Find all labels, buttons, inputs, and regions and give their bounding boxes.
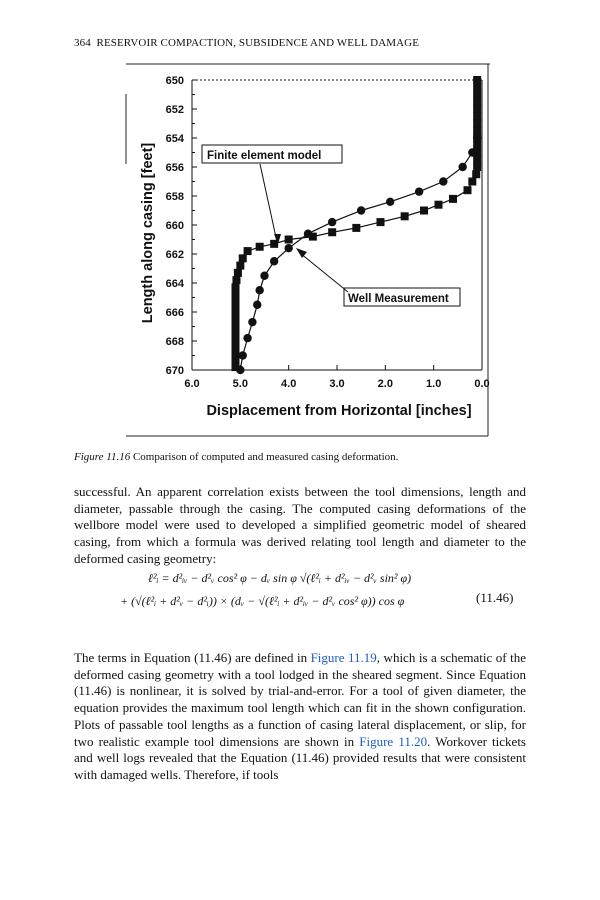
series-line-finite-element (236, 80, 478, 367)
figure-11-19-link[interactable]: Figure 11.19 (310, 650, 377, 665)
plot-area (140, 75, 490, 419)
annotation-finite-element-model: Finite element model (207, 150, 322, 162)
data-point-finite-element (473, 127, 481, 135)
data-point-finite-element (232, 283, 240, 291)
data-point-well-measurement (357, 206, 365, 214)
x-axis-label: Displacement from Horizontal [inches] (206, 403, 472, 419)
paragraph-2-text-b: , which is a schematic of the deformed casing geometry with a tool lodged in the sheared segment. Since Equation (11.46) is nonlinear, it is solved by trial-and-error. For a tool of given diameter, the equation provides the maximum tool length which can fit in the shown configuration. Plots of passable tool lengths as a function of casing lateral displacement, or slip, for two realistic example tool dimensions are shown in (74, 650, 526, 749)
data-point-finite-element (473, 91, 481, 99)
x-tick-label: 0.0 (474, 378, 490, 390)
data-point-finite-element (352, 224, 360, 232)
data-point-well-measurement (260, 272, 268, 280)
data-point-finite-element (232, 327, 240, 335)
x-tick-label: 6.0 (184, 378, 200, 390)
data-point-finite-element (232, 356, 240, 364)
data-point-finite-element (473, 141, 481, 149)
paragraph-2-text-c: . Workover tickets and well logs revealed that the Equation (11.46) provided results that were consistent with damaged wells. Therefore, if tools (74, 733, 526, 782)
data-point-well-measurement (248, 318, 256, 326)
data-point-well-measurement (270, 257, 278, 265)
data-point-well-measurement (255, 286, 263, 294)
y-axis-label: Length along casing [feet] (140, 142, 156, 324)
series-line-well-measurement (240, 138, 477, 370)
body-paragraph-2 (74, 650, 526, 784)
data-point-finite-element (234, 269, 242, 277)
y-tick-label: 662 (165, 249, 184, 261)
y-tick-label: 664 (165, 278, 184, 290)
data-point-finite-element (473, 120, 481, 128)
data-point-well-measurement (253, 301, 261, 309)
x-tick-label: 4.0 (281, 378, 297, 390)
annotation-well-measurement: Well Measurement (348, 293, 449, 305)
equation-number: (11.46) (476, 590, 514, 605)
data-point-well-measurement (415, 187, 423, 195)
equation-line-2: + (√(ℓ²ᵢ + d²ᵥ − d²ᵢ)) × (dᵥ − √(ℓ²ᵢ + d²ᵢᵥ − d²ᵥ cos² φ)) cos φ (120, 594, 405, 608)
data-point-finite-element (244, 247, 252, 255)
data-point-well-measurement (386, 198, 394, 206)
data-point-finite-element (232, 305, 240, 313)
paragraph-2-text-a: The terms in Equation (11.46) are defined in (74, 650, 311, 665)
data-point-finite-element (256, 243, 264, 251)
data-point-finite-element (420, 207, 428, 215)
data-point-finite-element (232, 320, 240, 328)
y-tick-label: 652 (165, 104, 184, 116)
y-tick-label: 670 (165, 365, 184, 377)
x-tick-label: 1.0 (426, 378, 442, 390)
data-point-finite-element (232, 334, 240, 342)
y-tick-label: 654 (165, 133, 184, 145)
data-point-finite-element (232, 276, 240, 284)
data-point-well-measurement (328, 218, 336, 226)
data-point-finite-element (472, 170, 480, 178)
data-point-finite-element (239, 254, 247, 262)
data-point-finite-element (473, 105, 481, 113)
data-point-finite-element (468, 178, 476, 186)
page-number: 364 (74, 37, 91, 49)
data-point-finite-element (232, 298, 240, 306)
data-point-finite-element (232, 291, 240, 299)
data-point-well-measurement (458, 163, 466, 171)
running-title: RESERVOIR COMPACTION, SUBSIDENCE AND WELL DAMAGE (96, 37, 420, 49)
data-point-finite-element (473, 156, 481, 164)
figure-caption-text: Comparison of computed and measured casing deformation. (130, 451, 399, 463)
casing-deformation-chart (122, 64, 492, 440)
data-point-finite-element (401, 212, 409, 220)
data-point-well-measurement (243, 334, 251, 342)
figure-caption-label: Figure 11.16 (74, 451, 131, 463)
data-point-finite-element (232, 349, 240, 357)
data-point-well-measurement (304, 230, 312, 238)
y-tick-label: 666 (165, 307, 184, 319)
equation-line-1: ℓ²ᵢ = d²ᵢᵥ − d²ᵥ cos² φ − dᵥ sin φ √(ℓ²ᵢ + d²ᵢᵥ − d²ᵥ sin² φ) (148, 571, 412, 585)
y-tick-label: 668 (165, 336, 184, 348)
data-point-well-measurement (439, 177, 447, 185)
data-point-finite-element (473, 112, 481, 120)
data-point-well-measurement (473, 134, 481, 142)
data-point-finite-element (236, 262, 244, 270)
body-paragraph-1: successful. An apparent correlation exists between the tool dimensions, length and diameter, passable through the casing. The computed casing deformations of the wellbore model were used to developed a simplified geometric model of sheared casing, from which a formula was derived relating tool length and diameter to the deformed casing geometry: (74, 484, 526, 566)
y-tick-label: 658 (165, 191, 184, 203)
data-point-finite-element (328, 228, 336, 236)
annotation-arrowhead-well-measurement (296, 248, 307, 258)
data-point-finite-element (232, 341, 240, 349)
figure-caption (74, 451, 398, 463)
figure-11-20-link[interactable]: Figure 11.20 (359, 733, 428, 749)
x-tick-label: 2.0 (377, 378, 393, 390)
data-point-finite-element (464, 186, 472, 194)
data-point-finite-element (435, 201, 443, 209)
data-point-finite-element (473, 83, 481, 91)
data-point-well-measurement (284, 244, 292, 252)
x-tick-label: 3.0 (329, 378, 345, 390)
data-point-well-measurement (236, 366, 244, 374)
annotation-arrow-well-measurement (300, 253, 348, 292)
data-point-well-measurement (239, 351, 247, 359)
data-point-finite-element (473, 163, 481, 171)
data-point-finite-element (285, 236, 293, 244)
data-point-finite-element (473, 98, 481, 106)
x-tick-label: 5.0 (232, 378, 248, 390)
data-point-well-measurement (468, 148, 476, 156)
data-point-finite-element (473, 76, 481, 84)
y-tick-label: 656 (165, 162, 184, 174)
annotation-arrow-finite-element (260, 164, 277, 242)
data-point-finite-element (232, 312, 240, 320)
data-point-finite-element (449, 195, 457, 203)
equation-11-46 (120, 568, 420, 616)
y-tick-label: 650 (165, 75, 184, 87)
running-header (74, 37, 419, 49)
data-point-finite-element (377, 218, 385, 226)
y-tick-label: 660 (165, 220, 184, 232)
